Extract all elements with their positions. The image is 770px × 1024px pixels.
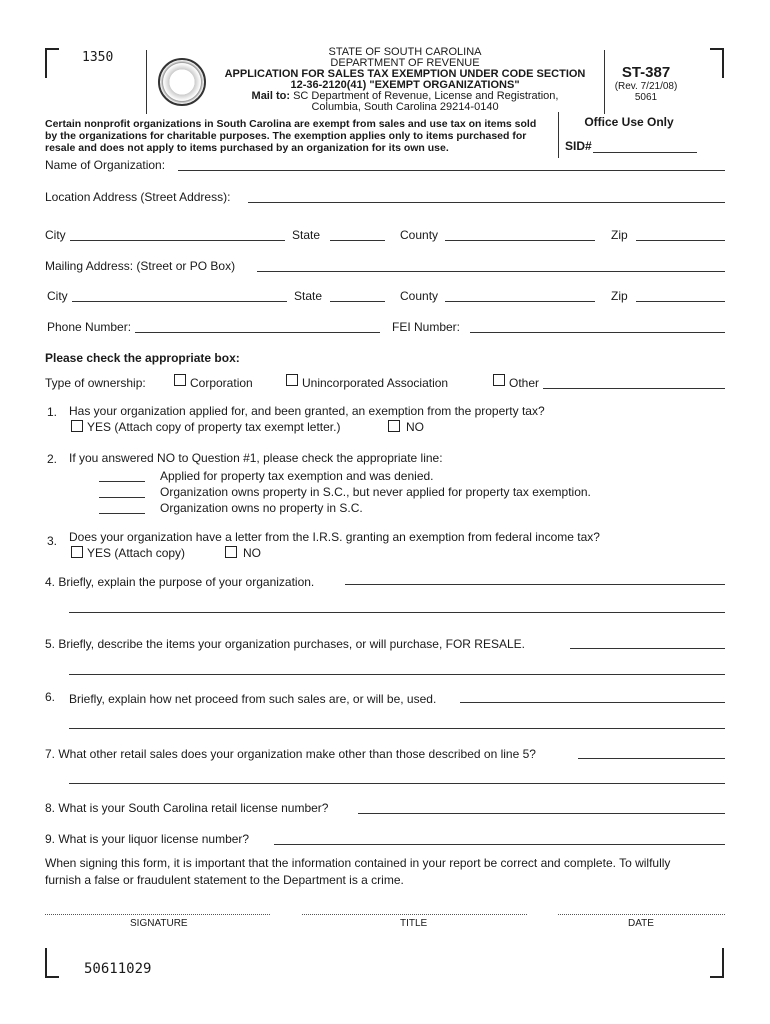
- title-line[interactable]: [302, 914, 527, 915]
- q2-opt3-line[interactable]: [99, 513, 145, 514]
- q5-field-1[interactable]: [570, 648, 725, 649]
- org-name-label: Name of Organization:: [45, 158, 166, 172]
- sid-label: SID#: [565, 139, 592, 153]
- q4-field-2[interactable]: [69, 612, 725, 613]
- phone-field[interactable]: [135, 332, 380, 333]
- county-label-1: County: [400, 228, 439, 242]
- title-label: TITLE: [400, 918, 428, 929]
- state-name: STATE OF SOUTH CAROLINA: [328, 46, 482, 58]
- county-label-2: County: [400, 289, 439, 303]
- corner-mark-bottom-left: [45, 948, 59, 978]
- state-label-1: State: [292, 228, 321, 242]
- city-field-1[interactable]: [70, 240, 285, 241]
- sid-input[interactable]: [593, 152, 697, 153]
- q1-yes-checkbox[interactable]: [71, 420, 83, 432]
- q1-no-checkbox[interactable]: [388, 420, 400, 432]
- q5-field-2[interactable]: [69, 674, 725, 675]
- q3-number: 3.: [47, 534, 58, 548]
- q2-opt2-label: Organization owns property in S.C., but never applied for property tax exemption.: [160, 485, 591, 499]
- unincorporated-label: Unincorporated Association: [302, 376, 449, 390]
- form-title-line1: APPLICATION FOR SALES TAX EXEMPTION UNDER CODE SECTION: [224, 68, 586, 80]
- q2-text: If you answered NO to Question #1, please check the appropriate line:: [69, 451, 443, 465]
- q7-field-1[interactable]: [578, 758, 725, 759]
- q9-field[interactable]: [274, 844, 725, 845]
- q4-text: 4. Briefly, explain the purpose of your organization.: [45, 575, 315, 589]
- q8-text: 8. What is your South Carolina retail license number?: [45, 801, 329, 815]
- state-label-2: State: [294, 289, 323, 303]
- ownership-label: Type of ownership:: [45, 376, 146, 390]
- zip-field-2[interactable]: [636, 301, 725, 302]
- corner-mark-top-right: [710, 48, 724, 78]
- location-label: Location Address (Street Address):: [45, 190, 231, 204]
- mail-address-2: Columbia, South Carolina 29214-0140: [311, 101, 499, 113]
- mailing-field[interactable]: [257, 271, 725, 272]
- q1-text: Has your organization applied for, and been granted, an exemption from the property tax?: [69, 404, 545, 418]
- mailing-label: Mailing Address: (Street or PO Box): [45, 259, 236, 273]
- form-number: ST-387: [621, 64, 671, 81]
- location-field[interactable]: [248, 202, 725, 203]
- q3-no-checkbox[interactable]: [225, 546, 237, 558]
- form-code: 1350: [82, 50, 114, 65]
- zip-label-1: Zip: [611, 228, 628, 242]
- signature-label: SIGNATURE: [130, 918, 188, 929]
- county-field-2[interactable]: [445, 301, 595, 302]
- corner-mark-top-left: [45, 48, 59, 78]
- corporation-label: Corporation: [190, 376, 253, 390]
- q7-field-2[interactable]: [69, 783, 725, 784]
- q3-text: Does your organization have a letter from the I.R.S. granting an exemption from federal income tax?: [69, 530, 600, 544]
- q4-field-1[interactable]: [345, 584, 725, 585]
- other-label: Other: [509, 376, 540, 390]
- county-field-1[interactable]: [445, 240, 595, 241]
- fei-field[interactable]: [470, 332, 725, 333]
- state-field-1[interactable]: [330, 240, 385, 241]
- q6-field-1[interactable]: [460, 702, 725, 703]
- corporation-checkbox[interactable]: [174, 374, 186, 386]
- header-divider-left: [146, 50, 147, 114]
- corner-mark-bottom-right: [710, 948, 724, 978]
- check-heading: Please check the appropriate box:: [45, 351, 240, 365]
- q7-text: 7. What other retail sales does your organization make other than those described on line 5?: [45, 747, 536, 761]
- office-use-title: Office Use Only: [584, 115, 674, 129]
- signature-line[interactable]: [45, 914, 270, 915]
- q5-text: 5. Briefly, describe the items your organization purchases, or will purchase, FOR RESALE.: [45, 637, 525, 651]
- phone-label: Phone Number:: [47, 320, 132, 334]
- q6-text: Briefly, explain how net proceed from such sales are, or will be, used.: [69, 692, 437, 706]
- other-field[interactable]: [543, 388, 725, 389]
- header-block: [205, 47, 605, 113]
- q2-opt1-label: Applied for property tax exemption and was denied.: [160, 469, 434, 483]
- mail-address-1: SC Department of Revenue, License and Registration,: [293, 90, 559, 102]
- org-name-field[interactable]: [178, 170, 725, 171]
- q6-field-2[interactable]: [69, 728, 725, 729]
- form-revision: (Rev. 7/21/08): [614, 81, 678, 92]
- city-label-2: City: [47, 289, 68, 303]
- zip-label-2: Zip: [611, 289, 628, 303]
- office-use-box: [558, 112, 699, 158]
- city-field-2[interactable]: [72, 301, 287, 302]
- q3-no-label: NO: [243, 546, 261, 560]
- date-line[interactable]: [558, 914, 725, 915]
- header-divider-right: [604, 50, 605, 114]
- q2-opt1-line[interactable]: [99, 481, 145, 482]
- mail-to-label: Mail to:: [251, 90, 291, 102]
- unincorporated-checkbox[interactable]: [286, 374, 298, 386]
- date-label: DATE: [628, 918, 654, 929]
- q1-number: 1.: [47, 405, 58, 419]
- q2-number: 2.: [47, 452, 58, 466]
- q3-yes-label: YES (Attach copy): [87, 546, 186, 560]
- state-seal-icon: [158, 58, 206, 106]
- intro-paragraph: Certain nonprofit organizations in South Carolina are exempt from sales and use tax on items sold by the organizations for charitable purposes. The exemption applies only to items purchased for resale and does not apply to items purchased by an organization for its own use.: [45, 118, 537, 154]
- barcode-number: 50611029: [84, 961, 152, 977]
- department-name: DEPARTMENT OF REVENUE: [330, 57, 480, 69]
- q2-opt2-line[interactable]: [99, 497, 145, 498]
- zip-field-1[interactable]: [636, 240, 725, 241]
- q2-opt3-label: Organization owns no property in S.C.: [160, 501, 363, 515]
- q6-number: 6.: [45, 690, 56, 704]
- other-checkbox[interactable]: [493, 374, 505, 386]
- q8-field[interactable]: [358, 813, 725, 814]
- city-label-1: City: [45, 228, 66, 242]
- declaration-paragraph: When signing this form, it is important that the information contained in your report be correct and complete. To wilfully furnish a false or fraudulent statement to the Department is a crime.: [45, 856, 671, 887]
- q9-text: 9. What is your liquor license number?: [45, 832, 250, 846]
- form-title-line2: 12-36-2120(41) "EXEMPT ORGANIZATIONS": [290, 79, 520, 91]
- fei-label: FEI Number:: [392, 320, 461, 334]
- q1-yes-label: YES (Attach copy of property tax exempt letter.): [87, 420, 341, 434]
- q1-no-label: NO: [406, 420, 424, 434]
- state-field-2[interactable]: [330, 301, 385, 302]
- form-id-block: [606, 64, 686, 103]
- q3-yes-checkbox[interactable]: [71, 546, 83, 558]
- form-id: 5061: [634, 92, 658, 103]
